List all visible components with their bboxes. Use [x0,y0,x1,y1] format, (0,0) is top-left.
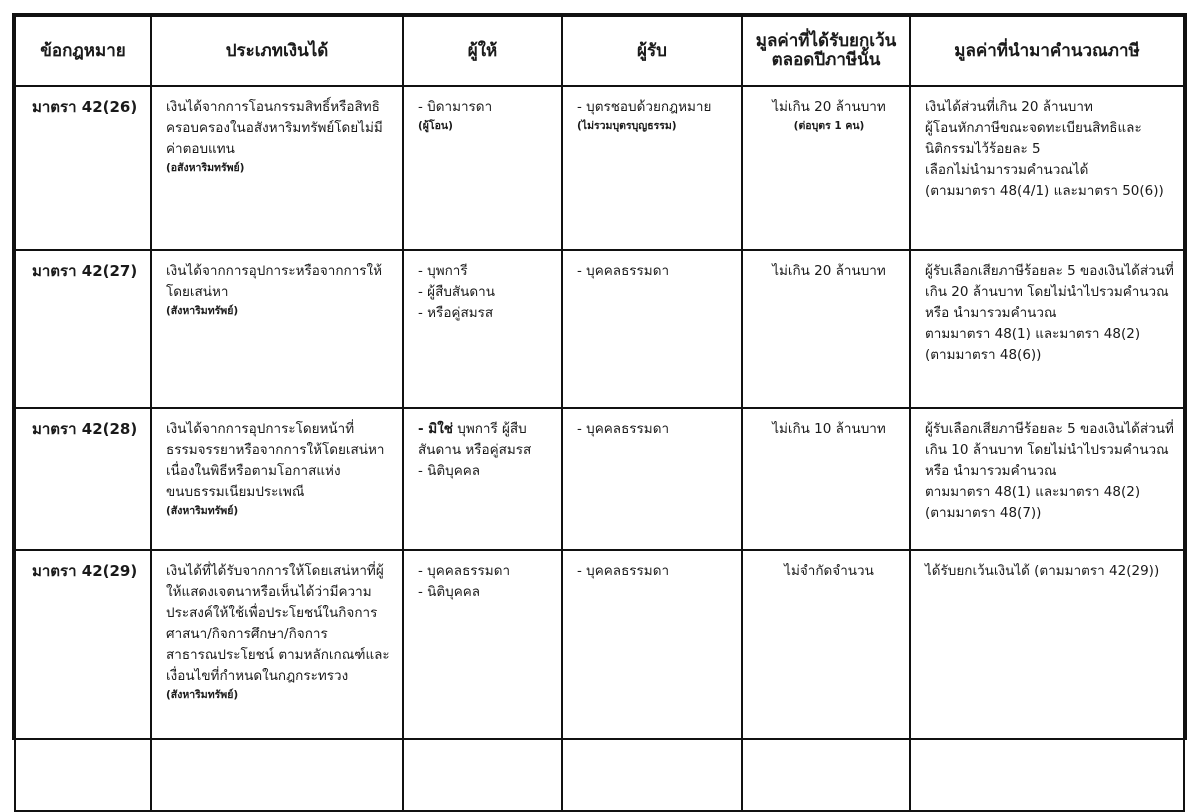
exempt-text: ไม่เกิน 20 ล้านบาท [772,263,886,279]
law-cell: มาตรา 42(27) [15,250,151,408]
income-text: เงินได้ที่ได้รับจากการให้โดยเสน่หาที่ผู้ให้แสดงเจตนาหรือเห็นได้ว่ามีความประสงค์ให้ใช้เพื่อประโยชน์ในกิจการศาสนา/กิจการศึกษา/กิจการสาธารณประโยชน์ ตามหลักเกณฑ์และเงื่อนไขที่กำหนดในกฎกระทรวง [166,563,390,684]
header-giver: ผู้ให้ [403,16,562,86]
giver-line [418,419,553,461]
taxable-line: ได้รับยกเว้นเงินได้ (ตามมาตรา 42(29)) [925,563,1160,579]
receiver-note: (ไม่รวมบุตรบุญธรรม) [577,120,677,132]
taxable-cell [910,250,1184,408]
law-cell: มาตรา 42(29) [15,550,151,811]
receiver-line: - บุคคลธรรมดา [577,421,670,437]
taxable-line: (ตามมาตรา 48(6)) [925,347,1042,363]
giver-line: - บุพการี [418,263,468,279]
receiver-line: - บุคคลธรรมดา [577,263,670,279]
income-note: (อสังหาริมทรัพย์) [166,162,245,174]
income-note: (สังหาริมทรัพย์) [166,505,239,517]
exempt-text: ไม่เกิน 20 ล้านบาท [772,99,886,115]
header-exempt-value: มูลค่าที่ได้รับยกเว้นตลอดปีภาษีนั้น [742,16,910,86]
taxable-cell [910,408,1184,550]
exempt-cell [742,550,910,811]
income-note: (สังหาริมทรัพย์) [166,689,239,701]
table-row [15,250,1184,408]
receiver-cell [562,86,742,250]
income-text: เงินได้จากการโอนกรรมสิทธิ์หรือสิทธิครอบครองในอสังหาริมทรัพย์โดยไม่มีค่าตอบแทน [166,99,383,157]
receiver-line: - บุตรชอบด้วยกฎหมาย [577,99,712,115]
giver-cell [403,408,562,550]
income-cell [151,86,403,250]
taxable-line: เงินได้ส่วนที่เกิน 20 ล้านบาท [925,99,1093,115]
income-note: (สังหาริมทรัพย์) [166,305,239,317]
taxable-line: ผู้โอนหักภาษีขณะจดทะเบียนสิทธิและนิติกรรมไว้ร้อยละ 5 [925,120,1142,157]
income-cell [151,408,403,550]
giver-cell [403,250,562,408]
header-law: ข้อกฎหมาย [15,16,151,86]
header-income-type: ประเภทเงินได้ [151,16,403,86]
exempt-text: ไม่จำกัดจำนวน [784,563,874,579]
table-header-row [15,16,1184,86]
exempt-cell [742,250,910,408]
giver-note: (ผู้โอน) [418,120,453,132]
exempt-cell [742,408,910,550]
giver-cell [403,550,562,811]
giver-line: - ผู้สืบสันดาน [418,284,495,300]
table-row [15,408,1184,550]
taxable-cell [910,86,1184,250]
law-cell: มาตรา 42(26) [15,86,151,250]
giver-text: บุพการี ผู้สืบสันดาน หรือคู่สมรส [418,421,532,458]
exempt-cell [742,86,910,250]
tax-exemption-table [14,15,1185,812]
taxable-line: ผู้รับเลือกเสียภาษีร้อยละ 5 ของเงินได้ส่วนที่เกิน 10 ล้านบาท โดยไม่นำไปรวมคำนวณ หรือ นำมารวมคำนวณ [925,421,1174,479]
taxable-line: (ตามมาตรา 48(7)) [925,505,1042,521]
table-row [15,86,1184,250]
giver-line: - บุคคลธรรมดา [418,563,511,579]
giver-cell [403,86,562,250]
giver-line: - บิดามารดา [418,99,493,115]
giver-line: - หรือคู่สมรส [418,305,494,321]
taxable-line: ตามมาตรา 48(1) และมาตรา 48(2) [925,326,1141,342]
income-text: เงินได้จากการอุปการะโดยหน้าที่ธรรมจรรยาหรือจากการให้โดยเสน่หาเนื่องในพิธีหรือตามโอกาสแห่งขนบธรรมเนียมประเพณี [166,421,385,500]
income-text: เงินได้จากการอุปการะหรือจากการให้โดยเสน่หา [166,263,383,300]
giver-line: - นิติบุคคล [418,463,481,479]
table-row [15,550,1184,811]
giver-line: - นิติบุคคล [418,584,481,600]
receiver-cell [562,550,742,811]
giver-negation: - มิใช่ [418,421,453,437]
taxable-line: (ตามมาตรา 48(4/1) และมาตรา 50(6)) [925,183,1164,199]
receiver-line: - บุคคลธรรมดา [577,563,670,579]
header-taxable-value: มูลค่าที่นำมาคำนวณภาษี [910,16,1184,86]
tax-exemption-table-container [12,13,1187,740]
exempt-note: (ต่อบุตร 1 คน) [793,120,865,132]
income-cell [151,550,403,811]
income-cell [151,250,403,408]
taxable-line: ตามมาตรา 48(1) และมาตรา 48(2) [925,484,1141,500]
exempt-text: ไม่เกิน 10 ล้านบาท [772,421,886,437]
receiver-cell [562,250,742,408]
receiver-cell [562,408,742,550]
taxable-line: ผู้รับเลือกเสียภาษีร้อยละ 5 ของเงินได้ส่วนที่เกิน 20 ล้านบาท โดยไม่นำไปรวมคำนวณ หรือ นำมารวมคำนวณ [925,263,1174,321]
header-receiver: ผู้รับ [562,16,742,86]
taxable-cell [910,550,1184,811]
taxable-line: เลือกไม่นำมารวมคำนวณได้ [925,162,1089,178]
law-cell: มาตรา 42(28) [15,408,151,550]
